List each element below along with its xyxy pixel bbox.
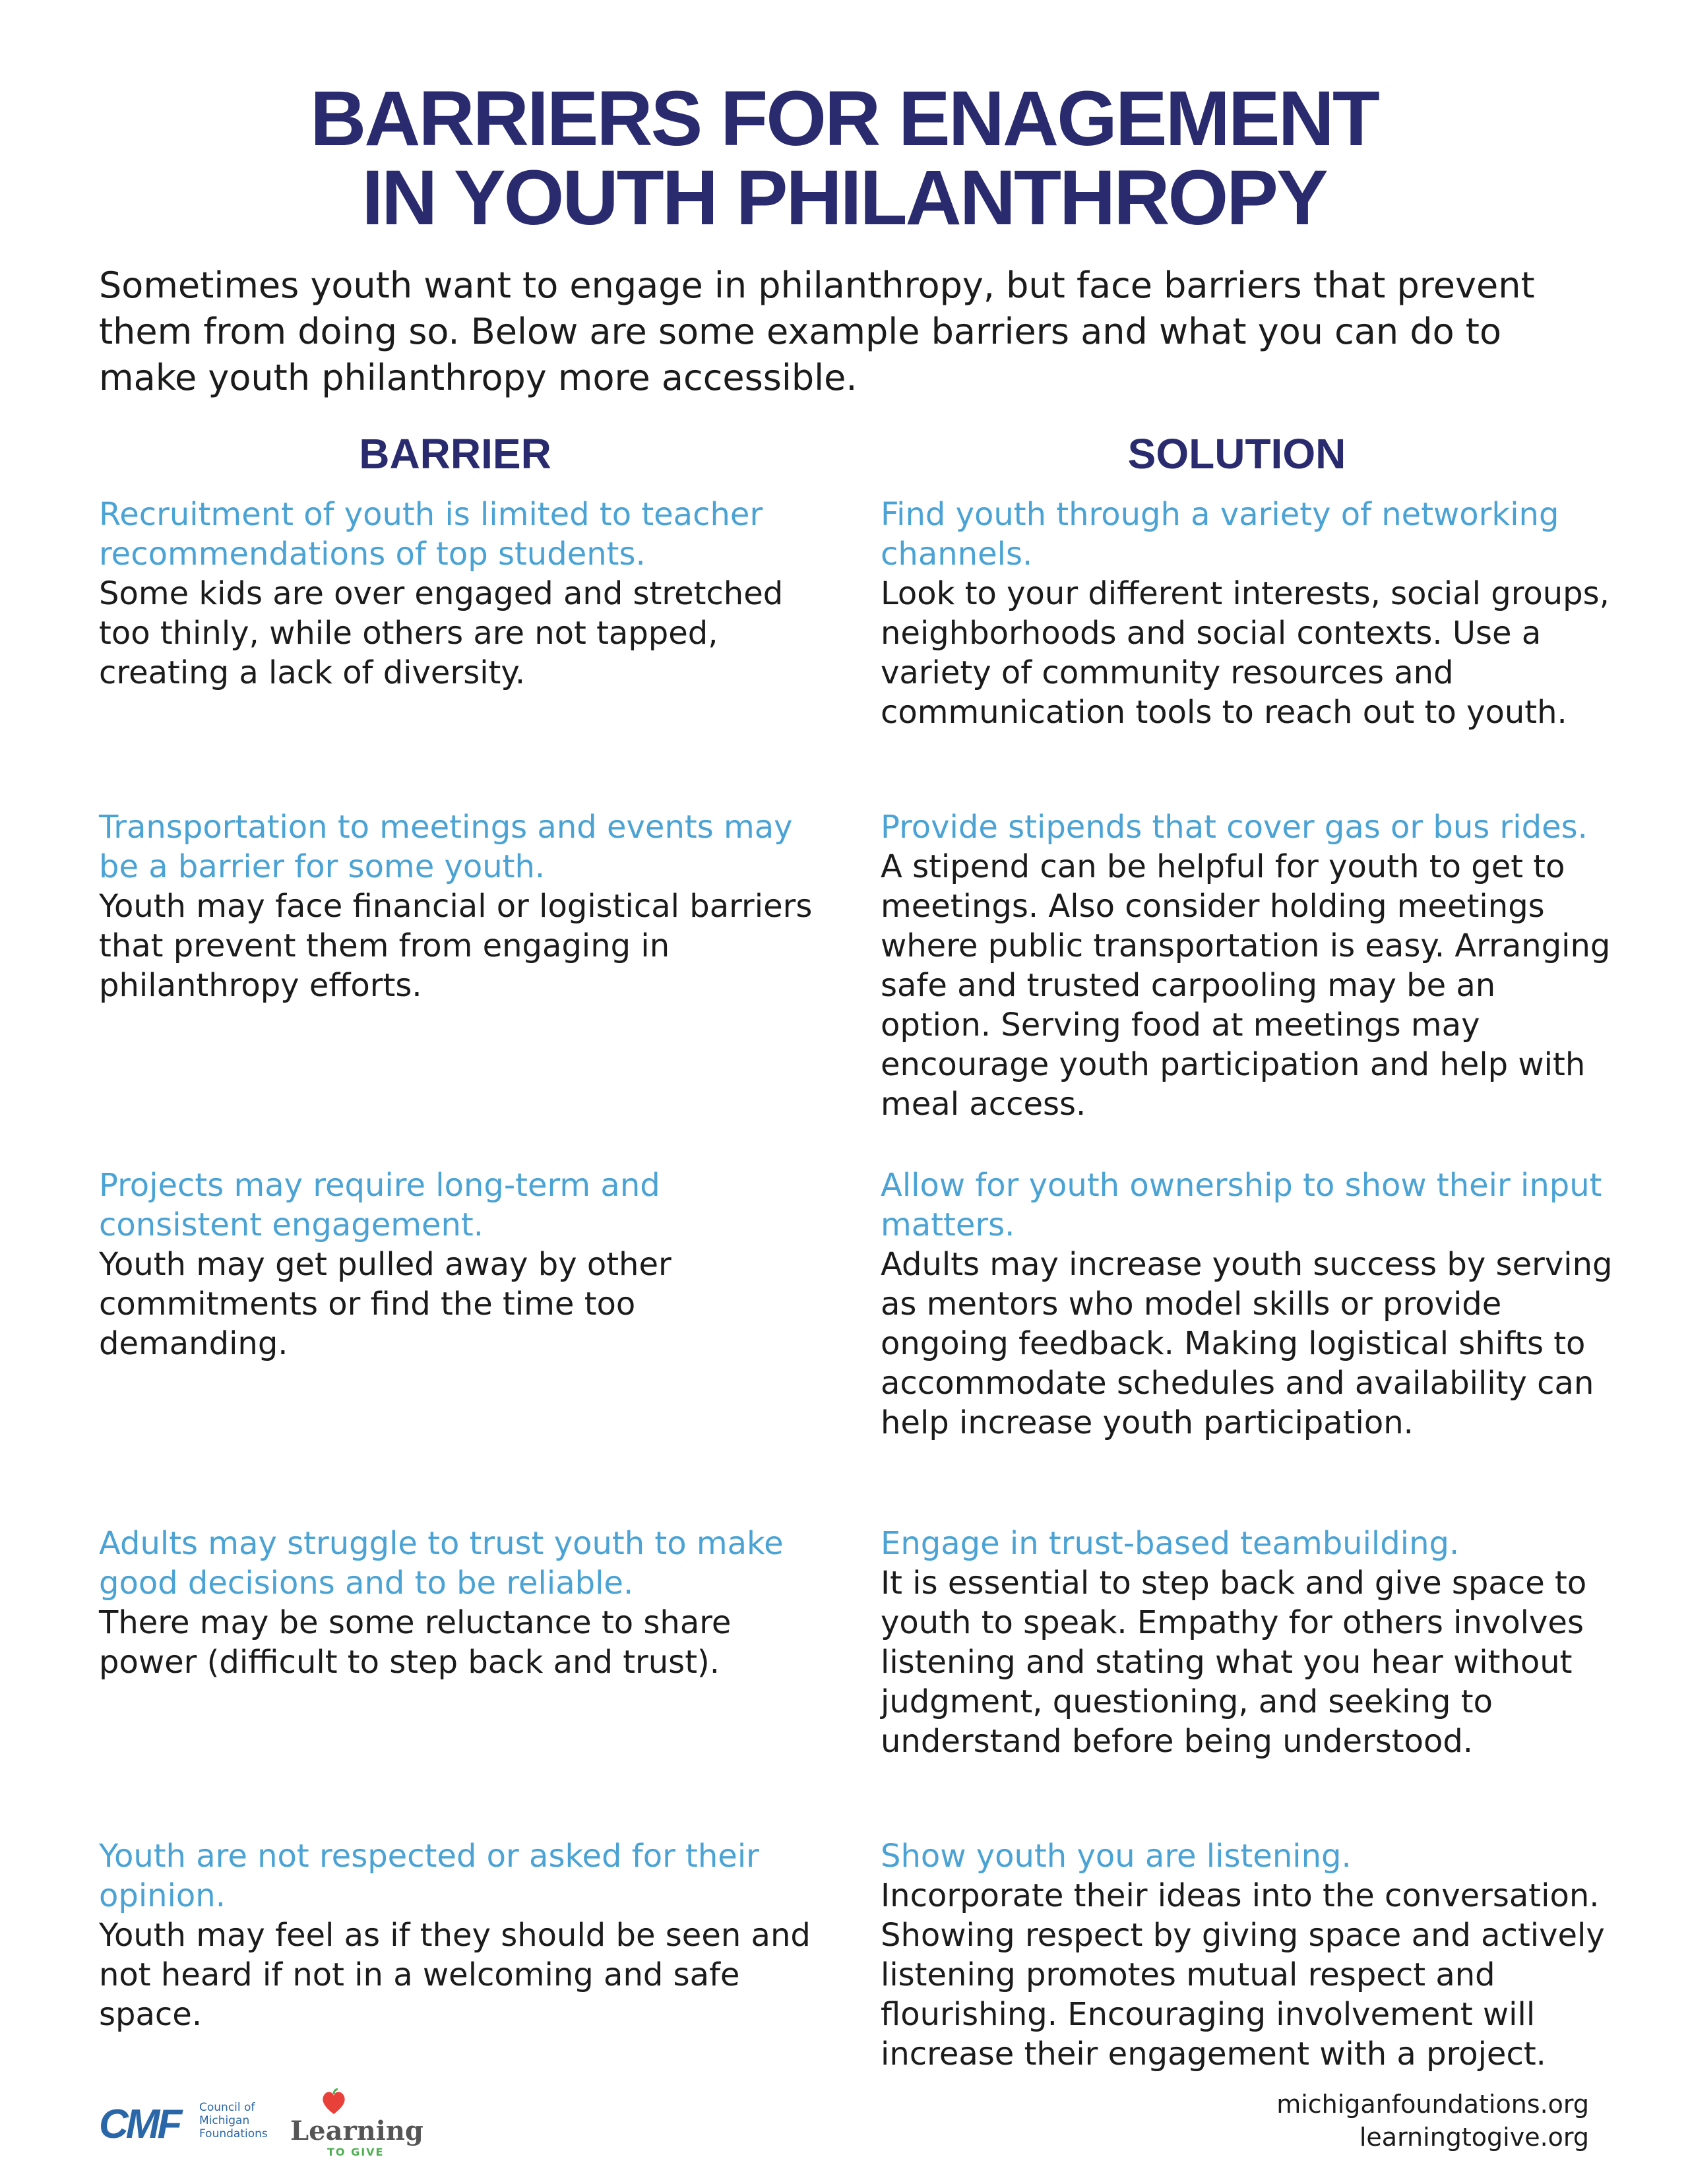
barrier-heading: Adults may struggle to trust youth to make good decisions and to be reliable. (99, 1525, 784, 1602)
solution-heading: Show youth you are listening. (881, 1838, 1352, 1875)
barrier-description: Some kids are over engaged and stretched too thinly, while others are not tapped, creating a lack of diversity. (99, 575, 784, 691)
barrier-cell (99, 1166, 825, 1363)
barrier-description: There may be some reluctance to share power (difficult to step back and trust). (99, 1604, 732, 1681)
barrier-description: Youth may get pulled away by other commitments or find the time too demanding. (99, 1246, 672, 1362)
barrier-description: Youth may feel as if they should be seen and not heard if not in a welcoming and safe space. (99, 1917, 811, 2033)
solution-heading: Engage in trust-based teambuilding. (881, 1525, 1460, 1562)
solution-description: A stipend can be helpful for youth to get to meetings. Also consider holding meetings where public transportation is easy. Arranging safe and trusted carpooling may be an option. Serving food at meetings may encourage youth participation and help with meal access. (881, 848, 1611, 1123)
barrier-cell (99, 495, 825, 693)
solution-description: It is essential to step back and give space to youth to speak. Empathy for others involves listening and stating what you hear without judgment, questioning, and seeking to understand before being understood. (881, 1565, 1587, 1760)
footer-url-cmf: michiganfoundations.org (1276, 2090, 1589, 2119)
solution-description: Look to your different interests, social groups, neighborhoods and social contexts. Use a variety of community resources and communication tools to reach out to youth. (881, 575, 1610, 731)
solution-description: Adults may increase youth success by serving as mentors who model skills or provide ongoing feedback. Making logistical shifts to accommodate schedules and availability can help increase youth participation. (881, 1246, 1613, 1441)
barrier-heading: Youth are not respected or asked for their opinion. (99, 1838, 759, 1914)
learning-to-give-logo (290, 2088, 422, 2160)
page-title (0, 75, 1688, 241)
solution-heading: Provide stipends that cover gas or bus rides. (881, 809, 1588, 846)
barrier-heading: Transportation to meetings and events may be a barrier for some youth. (99, 809, 793, 885)
solution-cell (881, 807, 1613, 1124)
solution-heading: Find youth through a variety of networking channels. (881, 496, 1559, 573)
title-line-2: IN YOUTH PHILANTHROPY (361, 154, 1327, 241)
cmf-logo-line: Foundations (199, 2127, 268, 2140)
title-line-1: BARRIERS FOR ENAGEMENT (310, 75, 1378, 162)
barrier-cell (99, 1836, 825, 2034)
cmf-logo-mark: CMF (99, 2102, 180, 2147)
barrier-cell (99, 1524, 825, 1682)
barrier-heading: Recruitment of youth is limited to teacher recommendations of top students. (99, 496, 763, 573)
learning-to-give-word: Learning (290, 2115, 423, 2146)
solution-cell (881, 1836, 1613, 2074)
cmf-logo-line: Michigan (199, 2114, 250, 2127)
cmf-logo-line: Council of (199, 2101, 255, 2114)
solution-column-heading: SOLUTION (1127, 430, 1346, 478)
solution-heading: Allow for youth ownership to show their input matters. (881, 1167, 1602, 1243)
barrier-description: Youth may face financial or logistical barriers that prevent them from engaging in philanthropy efforts. (99, 888, 813, 1004)
solution-cell (881, 1524, 1613, 1761)
solution-cell (881, 1166, 1613, 1443)
cmf-logo-text (199, 2101, 268, 2140)
footer-url-ltg: learningtogive.org (1359, 2123, 1589, 2152)
barrier-cell (99, 807, 825, 1005)
intro-paragraph: Sometimes youth want to engage in philanthropy, but face barriers that prevent them from doing so. Below are some example barriers and what you can do to make youth philanthropy more accessible. (99, 265, 1535, 398)
solution-description: Incorporate their ideas into the conversation. Showing respect by giving space and actively listening promotes mutual respect and flourishing. Encouraging involvement will increase their engagement with a project. (881, 1877, 1605, 2073)
barrier-column-heading: BARRIER (359, 430, 551, 478)
barrier-heading: Projects may require long-term and consistent engagement. (99, 1167, 660, 1243)
partner-logos (99, 2088, 442, 2160)
solution-cell (881, 495, 1613, 732)
apple-heart-icon (319, 2088, 348, 2117)
learning-to-give-tagline: TO GIVE (327, 2146, 385, 2158)
footer-links (1276, 2088, 1589, 2154)
